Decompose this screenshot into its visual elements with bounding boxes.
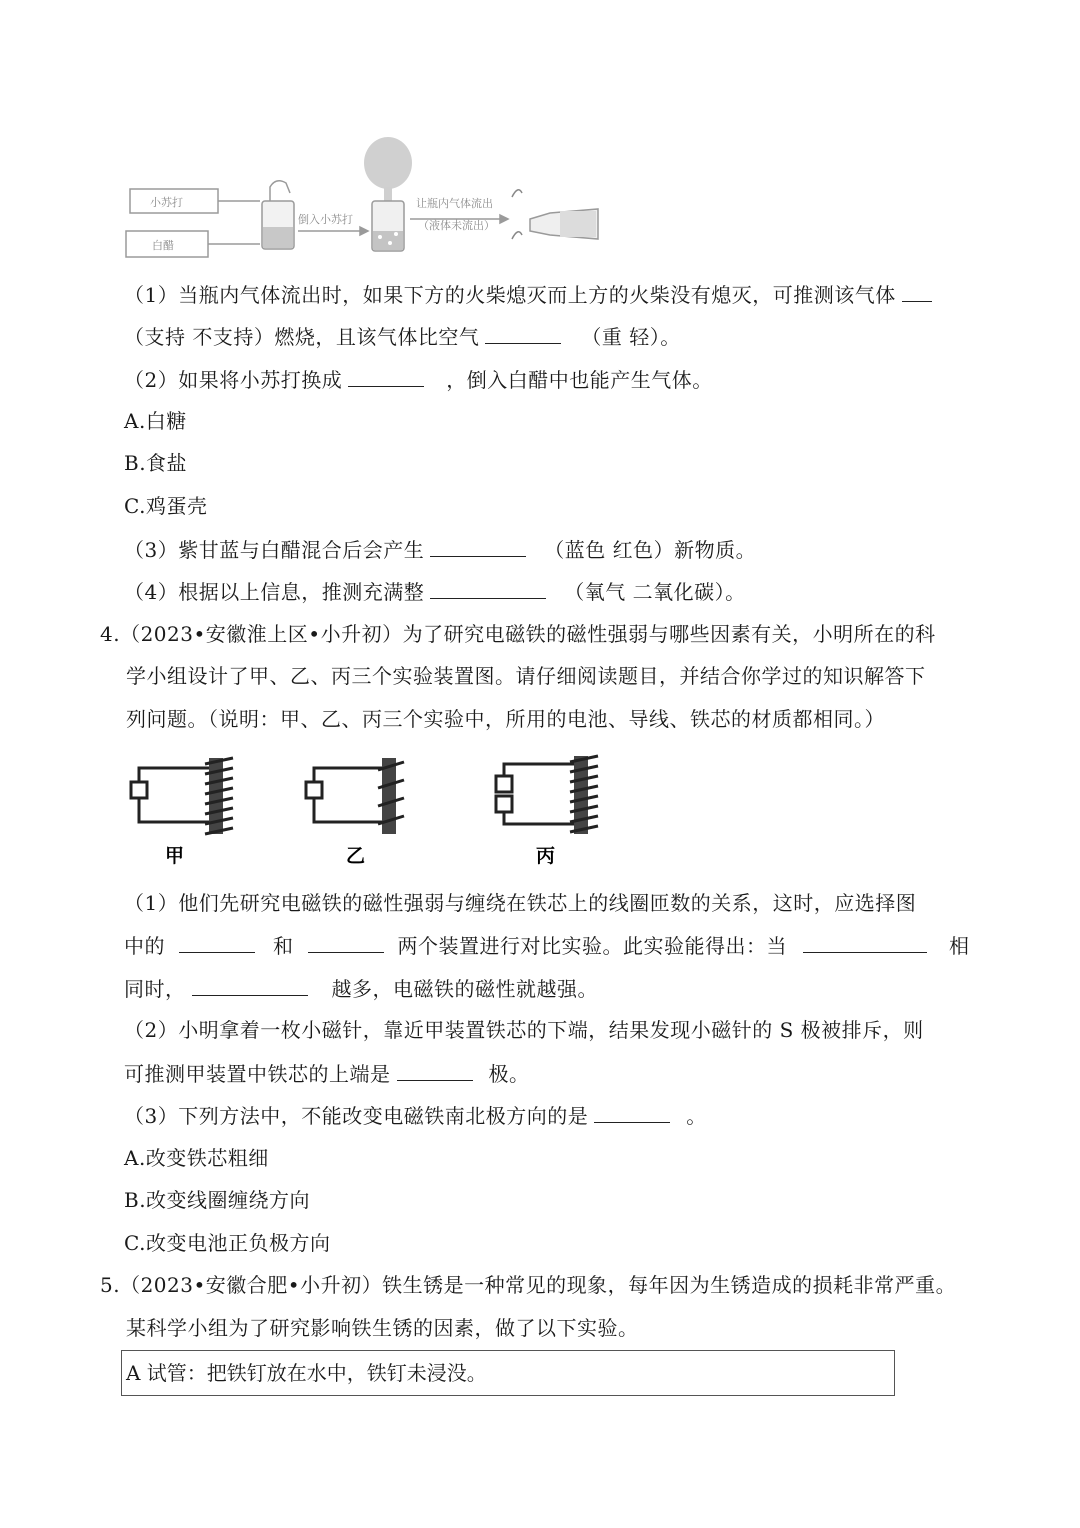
q3-sub4: （4）根据以上信息，推测充满整 （氧气 二氧化碳）。 bbox=[124, 576, 746, 607]
q3-sub3: （3）紫甘蓝与白醋混合后会产生 （蓝色 红色）新物质。 bbox=[124, 534, 756, 565]
q4-option-c: C.改变电池正负极方向 bbox=[124, 1231, 331, 1255]
q3-option-c: C.鸡蛋壳 bbox=[124, 494, 208, 518]
answer-blank[interactable] bbox=[192, 973, 308, 996]
q3-option-b: B.食盐 bbox=[124, 451, 188, 475]
answer-blank[interactable] bbox=[348, 364, 424, 387]
answer-blank[interactable] bbox=[902, 279, 932, 302]
figure-label-yi: 乙 bbox=[346, 845, 366, 867]
figure-label-bing: 丙 bbox=[536, 845, 556, 867]
q4-sub1-line1: （1）他们先研究电磁铁的磁性强弱与缠绕在铁芯上的线圈匝数的关系，这时，应选择图 bbox=[124, 891, 917, 915]
q3-sub2: （2）如果将小苏打换成 ，倒入白醋中也能产生气体。 bbox=[124, 364, 713, 395]
q4-option-a: A.改变铁芯粗细 bbox=[124, 1146, 269, 1170]
q4-stem-line1: 4.（2023•安徽淮上区•小升初）为了研究电磁铁的磁性强弱与哪些因素有关，小明所在的科 bbox=[100, 622, 936, 646]
q3-sub1-line2: （支持 不支持）燃烧，且该气体比空气 （重 轻）。 bbox=[124, 321, 681, 352]
label-pour-soda: 倒入小苏打 bbox=[298, 213, 353, 226]
answer-blank[interactable] bbox=[430, 576, 546, 599]
q4-stem-line3: 列问题。（说明：甲、乙、丙三个实验中，所用的电池、导线、铁芯的材质都相同。） bbox=[126, 707, 885, 731]
q4-sub3: （3）下列方法中，不能改变电磁铁南北极方向的是 。 bbox=[124, 1100, 707, 1131]
label-baking-soda: 小苏打 bbox=[150, 196, 183, 209]
answer-blank[interactable] bbox=[430, 534, 526, 557]
soda-vinegar-experiment-figure bbox=[120, 135, 610, 265]
q5-stem-line2: 某科学小组为了研究影响铁生锈的因素，做了以下实验。 bbox=[126, 1316, 639, 1340]
label-vinegar: 白醋 bbox=[152, 239, 174, 252]
q4-sub2-line2: 可推测甲装置中铁芯的上端是 极。 bbox=[124, 1058, 530, 1089]
electromagnet-figure-jia bbox=[125, 750, 250, 870]
q4-stem-line2: 学小组设计了甲、乙、丙三个实验装置图。请仔细阅读题目，并结合你学过的知识解答下 bbox=[126, 664, 926, 688]
q5-box-text: A 试管：把铁钉放在水中，铁钉未浸没。 bbox=[126, 1361, 487, 1385]
q5-stem-line1: 5.（2023•安徽合肥•小升初）铁生锈是一种常见的现象，每年因为生锈造成的损耗非常严重。 bbox=[100, 1273, 957, 1297]
electromagnet-figure-bing bbox=[490, 750, 615, 870]
q4-sub1-line3: 同时， 越多，电磁铁的磁性就越强。 bbox=[124, 973, 598, 1004]
answer-blank[interactable] bbox=[397, 1058, 473, 1081]
answer-blank[interactable] bbox=[803, 930, 927, 953]
answer-blank[interactable] bbox=[594, 1100, 670, 1123]
answer-blank[interactable] bbox=[308, 930, 384, 953]
q4-sub2-line1: （2）小明拿着一枚小磁针，靠近甲装置铁芯的下端，结果发现小磁针的 S 极被排斥，则 bbox=[124, 1018, 924, 1042]
figure-label-jia: 甲 bbox=[165, 845, 185, 867]
q3-sub1-line1: （1）当瓶内气体流出时，如果下方的火柴熄灭而上方的火柴没有熄灭，可推测该气体 bbox=[124, 279, 938, 310]
q4-option-b: B.改变线圈缠绕方向 bbox=[124, 1188, 311, 1212]
answer-blank[interactable] bbox=[485, 321, 561, 344]
q3-option-a: A.白糖 bbox=[124, 409, 187, 433]
label-liquid-not-flow: （液体未流出） bbox=[418, 219, 495, 232]
electromagnet-figure-yi bbox=[300, 750, 425, 870]
q5-experiment-box bbox=[121, 1350, 895, 1396]
label-gas-flow: 让瓶内气体流出 bbox=[416, 197, 493, 210]
q4-sub1-line2: 中的 和 两个装置进行对比实验。此实验能得出：当 相 bbox=[124, 930, 970, 961]
answer-blank[interactable] bbox=[179, 930, 255, 953]
